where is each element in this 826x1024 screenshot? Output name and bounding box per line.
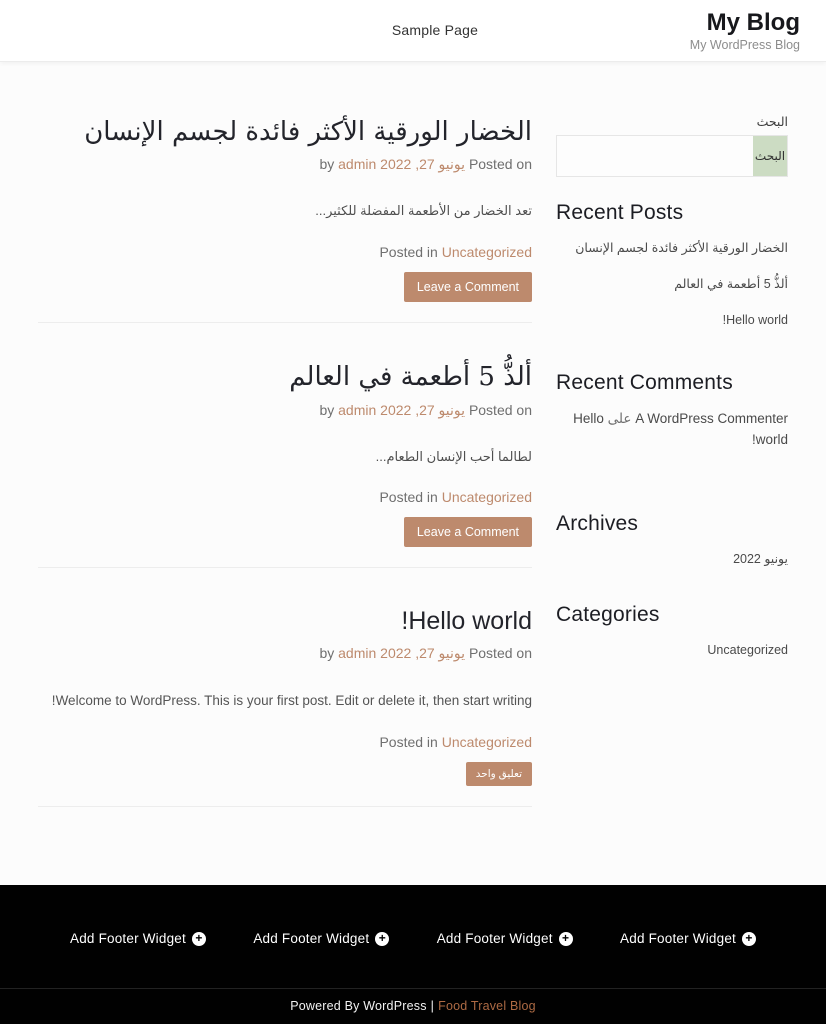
by-label: by (319, 401, 335, 418)
add-footer-widget-label: Add Footer Widget (620, 931, 736, 946)
search-button[interactable]: البحث (753, 136, 787, 176)
one-comment-button[interactable]: تعليق واحد (466, 762, 532, 786)
post-author-link[interactable]: admin (338, 156, 377, 173)
post-category-link[interactable]: Uncategorized (441, 733, 532, 750)
recent-posts-list (556, 239, 788, 329)
page-body (38, 62, 788, 843)
site-footer (0, 885, 826, 1024)
recent-post-link[interactable]: ألذُّ 5 أطعمة في العالم (674, 276, 788, 291)
list-item (556, 641, 788, 660)
post-category-link[interactable]: Uncategorized (441, 489, 532, 506)
post-meta (38, 156, 532, 173)
recent-post-link[interactable]: الخضار الورقية الأكثر فائدة لجسم الإنسان (575, 241, 788, 255)
site-header (0, 0, 826, 62)
recent-posts-widget (556, 201, 788, 329)
recent-comments-widget (556, 371, 788, 450)
comment-button-row (38, 762, 532, 786)
post-article (38, 604, 532, 807)
list-item (556, 311, 788, 330)
posted-in-label: Posted in (379, 244, 438, 261)
post-excerpt: لطالما أحب الإنسان الطعام... (375, 448, 532, 464)
post-excerpt: تعد الخضار من الأطعمة المفضلة للكثير... (315, 203, 532, 219)
credits-separator: | (430, 999, 435, 1013)
post-meta (38, 402, 532, 419)
post-date-link[interactable]: يونيو 27, 2022 (380, 645, 466, 662)
add-footer-widget-link[interactable] (70, 931, 206, 946)
comment-button-row (38, 517, 532, 547)
post-title (38, 114, 532, 150)
nav-sample-page[interactable]: Sample Page (391, 21, 479, 38)
post-title (38, 359, 532, 395)
plus-circle-icon: + (375, 932, 389, 946)
list-item (556, 239, 788, 258)
recent-post-link[interactable]: Hello world! (722, 312, 788, 327)
post-separator (38, 322, 532, 323)
posted-on-label: Posted on (468, 156, 532, 173)
recent-comments-list (556, 409, 788, 450)
post-title-link[interactable]: Hello world! (401, 607, 532, 636)
plus-circle-icon: + (742, 932, 756, 946)
main-nav (370, 21, 479, 40)
posted-on-label: Posted on (468, 401, 532, 418)
post-meta (38, 645, 532, 662)
site-title-link[interactable]: My Blog (706, 9, 800, 36)
posted-in (38, 489, 532, 505)
footer-credits (0, 988, 826, 1024)
add-footer-widget-label: Add Footer Widget (253, 931, 370, 946)
categories-widget (556, 603, 788, 660)
posted-in-label: Posted in (379, 489, 438, 506)
on-word: على (607, 411, 632, 427)
posts-column (38, 114, 532, 843)
post-author-link[interactable]: admin (338, 401, 377, 418)
leave-comment-button[interactable]: Leave a Comment (404, 517, 532, 547)
leave-comment-button[interactable]: Leave a Comment (404, 272, 532, 302)
post-author-link[interactable]: admin (338, 645, 377, 662)
plus-circle-icon: + (559, 932, 573, 946)
archives-widget (556, 512, 788, 569)
post-article (38, 114, 532, 323)
post-category-link[interactable]: Uncategorized (441, 244, 532, 261)
search-form (556, 135, 788, 177)
posted-in-label: Posted in (379, 733, 438, 750)
recent-comments-title: Recent Comments (556, 371, 733, 395)
by-label: by (319, 156, 335, 173)
post-date-link[interactable]: يونيو 27, 2022 (380, 156, 466, 173)
plus-circle-icon: + (192, 932, 206, 946)
add-footer-widget-link[interactable] (620, 931, 756, 946)
category-link[interactable]: Uncategorized (707, 642, 788, 657)
posted-on-label: Posted on (468, 645, 532, 662)
comment-button-row (38, 272, 532, 302)
search-input[interactable] (557, 136, 753, 176)
add-footer-widget-label: Add Footer Widget (70, 931, 186, 946)
add-footer-widget-link[interactable] (253, 931, 389, 946)
list-item (556, 409, 788, 450)
post-date-link[interactable]: يونيو 27, 2022 (380, 401, 466, 418)
add-footer-widget-link[interactable] (437, 931, 573, 946)
list-item (556, 550, 788, 569)
archives-title: Archives (556, 511, 639, 535)
post-article (38, 359, 532, 568)
post-title (38, 604, 532, 639)
site-branding (690, 9, 800, 52)
categories-title: Categories (556, 602, 660, 626)
post-excerpt: Welcome to WordPress. This is your first post. Edit or delete it, then start writing! (51, 693, 532, 709)
commented-post-link[interactable]: Hello world! (573, 411, 788, 447)
recent-posts-title: Recent Posts (556, 201, 684, 224)
posted-in (38, 244, 532, 260)
search-widget (556, 114, 788, 177)
powered-by-text: Powered By WordPress (290, 999, 427, 1013)
footer-widget-row (0, 885, 826, 988)
theme-credit-link[interactable]: Food Travel Blog (438, 999, 536, 1013)
posted-in (38, 734, 532, 750)
site-tagline: My WordPress Blog (689, 37, 800, 52)
post-separator (38, 567, 532, 568)
list-item (556, 275, 788, 294)
add-footer-widget-label: Add Footer Widget (436, 931, 553, 946)
post-separator (38, 806, 532, 807)
search-label: البحث (756, 115, 788, 129)
archives-list (556, 550, 788, 569)
post-title-link[interactable]: الخضار الورقية الأكثر فائدة لجسم الإنسان (84, 117, 532, 147)
categories-list (556, 641, 788, 660)
commenter-link[interactable]: A WordPress Commenter (635, 411, 788, 427)
by-label: by (319, 645, 335, 662)
archive-link[interactable]: يونيو 2022 (733, 551, 788, 566)
post-title-link[interactable]: ألذُّ 5 أطعمة في العالم (289, 362, 532, 393)
sidebar (556, 114, 788, 843)
